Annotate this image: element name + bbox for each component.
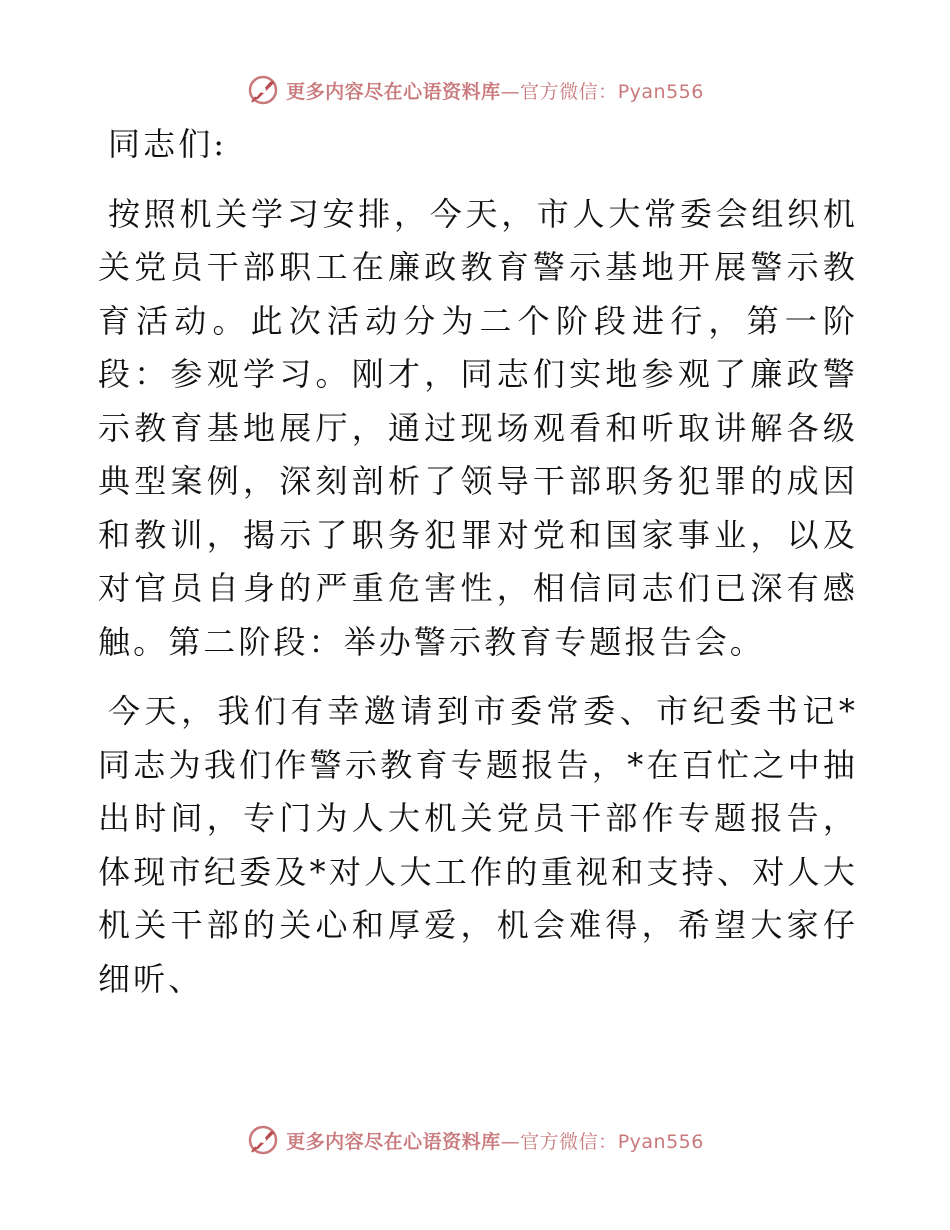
- document-body: [98, 118, 858, 1006]
- watermark-wechat-id: Pyan556: [617, 1130, 704, 1153]
- watermark-official: 官方微信：: [520, 1130, 618, 1153]
- footer-watermark: [0, 1118, 950, 1162]
- watermark-brand: 更多内容尽在心语资料库: [286, 1130, 501, 1153]
- watermark-official: 官方微信：: [520, 80, 618, 103]
- paragraph-2: 今天，我们有幸邀请到市委常委、市纪委书记*同志为我们作警示教育专题报告，*在百忙之中抽出时间，专门为人大机关党员干部作专题报告，体现市纪委及*对人大工作的重视和支持、对人大机关干部的关心和厚爱，机会难得，希望大家仔细听、: [98, 692, 858, 998]
- watermark-dash: —: [500, 80, 521, 103]
- feather-pen-circle-icon: [246, 1123, 280, 1157]
- watermark-brand: 更多内容尽在心语资料库: [286, 80, 501, 103]
- watermark-wechat-id: Pyan556: [617, 80, 704, 103]
- watermark-dash: —: [500, 1130, 521, 1153]
- feather-pen-circle-icon: [246, 73, 280, 107]
- header-watermark: [0, 68, 950, 112]
- paragraph-1: 按照机关学习安排，今天，市人大常委会组织机关党员干部职工在廉政教育警示基地开展警示教育活动。此次活动分为二个阶段进行，第一阶段：参观学习。刚才，同志们实地参观了廉政警示教育基地展厅，通过现场观看和听取讲解各级典型案例，深刻剖析了领导干部职务犯罪的成因和教训，揭示了职务犯罪对党和国家事业，以及对官员自身的严重危害性，相信同志们已深有感触。第二阶段：举办警示教育专题报告会。: [98, 194, 858, 661]
- salutation: 同志们:: [108, 125, 228, 163]
